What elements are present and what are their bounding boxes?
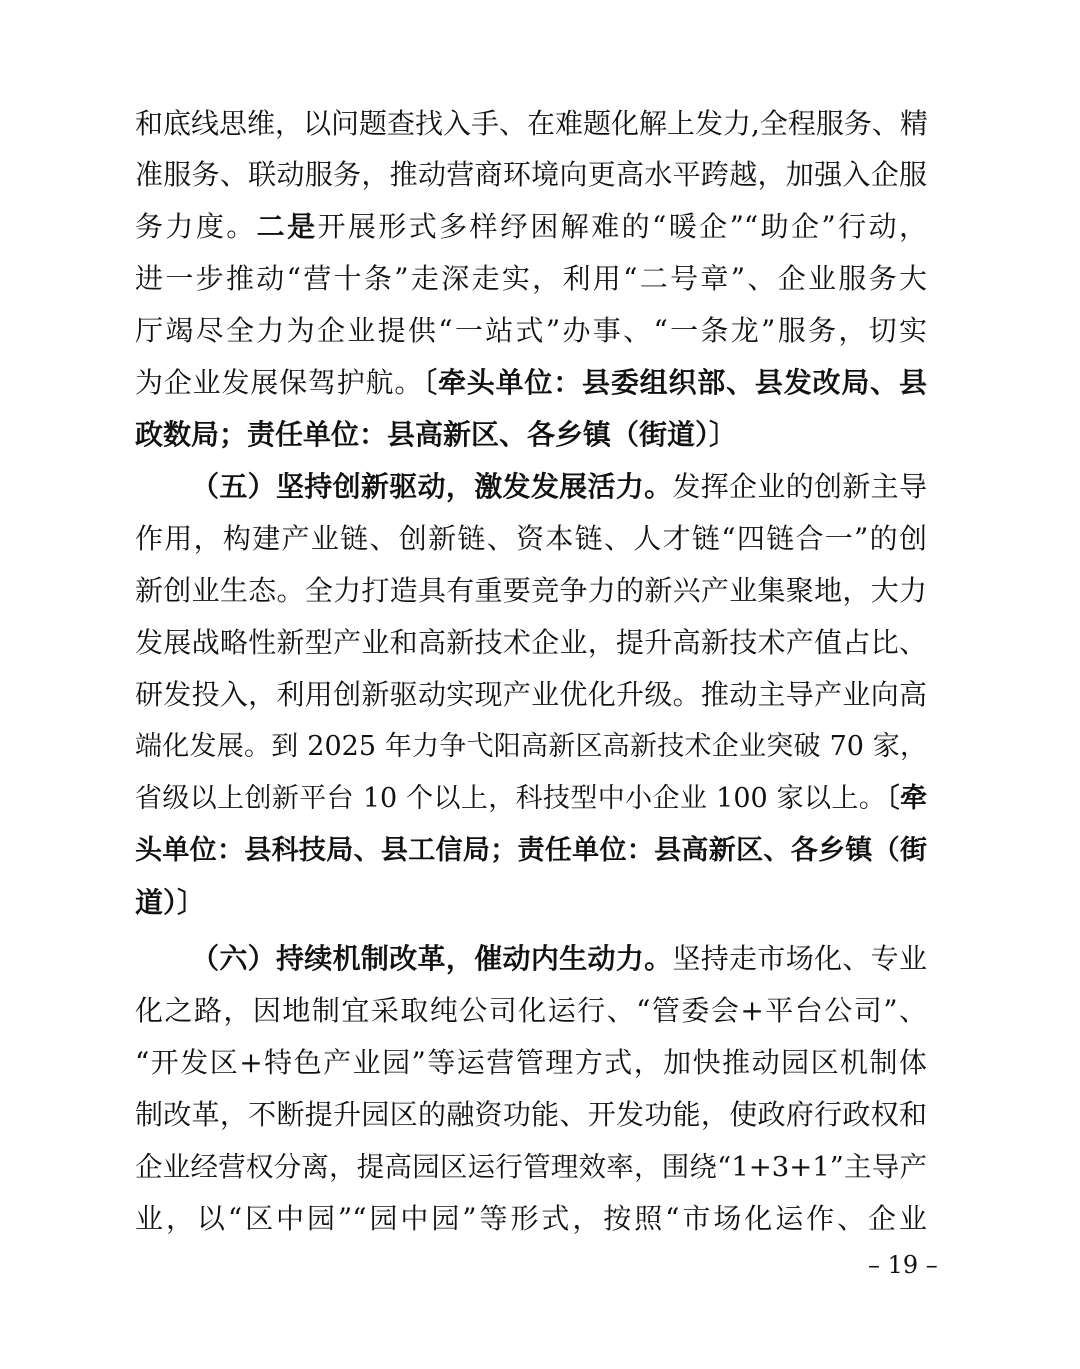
paragraph-line: 制改革，不断提升园区的融资功能、开发功能，使政府行政权和 <box>135 1098 927 1131</box>
paragraph-line: 进一步推动“营十条”走深走实，利用“二号章”、企业服务大 <box>135 262 927 295</box>
paragraph-line: “开发区+特色产业园”等运营管理方式，加快推动园区机制体 <box>135 1046 927 1079</box>
paragraph-line: 作用，构建产业链、创新链、资本链、人才链“四链合一”的创 <box>135 522 927 555</box>
paragraph-line: 厅竭尽全力为企业提供“一站式”办事、“一条龙”服务，切实 <box>135 314 927 347</box>
responsibility-note: 政数局；责任单位：县高新区、各乡镇（街道）〕 <box>135 418 738 451</box>
section-heading: （六）持续机制改革，催动内生动力。 <box>191 942 673 975</box>
paragraph-line: 研发投入，利用创新驱动实现产业优化升级。推动主导产业向高 <box>135 678 927 711</box>
paragraph-line: 端化发展。到 2025 年力争弋阳高新区高新技术企业突破 70 家， <box>135 731 927 762</box>
paragraph-line: 省级以上创新平台 10 个以上，科技型中小企业 100 家以上。〔牵 <box>135 783 927 814</box>
section-heading-line: （五）坚持创新驱动，激发发展活力。发挥企业的创新主导 <box>191 470 927 503</box>
section-heading-line: （六）持续机制改革，催动内生动力。坚持走市场化、专业 <box>191 942 927 975</box>
paragraph-line: 发展战略性新型产业和高新技术企业，提升高新技术产值占比、 <box>135 626 927 659</box>
paragraph-line: 和底线思维，以问题查找入手、在难题化解上发力,全程服务、精 <box>135 107 928 140</box>
paragraph-line: 业，以“区中园”“园中园”等形式，按照“市场化运作、企业 <box>135 1202 927 1235</box>
section-heading: （五）坚持创新驱动，激发发展活力。 <box>191 470 673 503</box>
page-number: – 19 – <box>868 1251 938 1279</box>
paragraph-line <box>135 831 927 871</box>
paragraph-line: 务力度。二是开展形式多样纾困解难的“暖企”“助企”行动， <box>135 210 927 243</box>
paragraph-line: 为企业发展保驾护航。〔牵头单位：县委组织部、县发改局、县 <box>135 366 927 399</box>
paragraph-line: 新创业生态。全力打造具有重要竞争力的新兴产业集聚地，大力 <box>135 574 927 607</box>
responsibility-note: 道）〕 <box>135 886 206 919</box>
paragraph-line: 准服务、联动服务，推动营商环境向更高水平跨越，加强入企服 <box>135 158 927 191</box>
paragraph-line: 企业经营权分离，提高园区运行管理效率，围绕“1+3+1”主导产 <box>135 1151 927 1183</box>
bold-marker: 二是 <box>256 210 318 243</box>
paragraph-line <box>135 883 927 923</box>
paragraph-line: 化之路，因地制宜采取纯公司化运行、“管委会+平台公司”、 <box>135 994 927 1027</box>
responsibility-note: 〔牵头单位：县委组织部、县发改局、县 <box>423 366 927 399</box>
paragraph-line <box>135 415 927 455</box>
responsibility-note: 〔牵 <box>886 783 927 814</box>
responsibility-note: 头单位：县科技局、县工信局；责任单位：县高新区、各乡镇（街 <box>135 835 927 866</box>
